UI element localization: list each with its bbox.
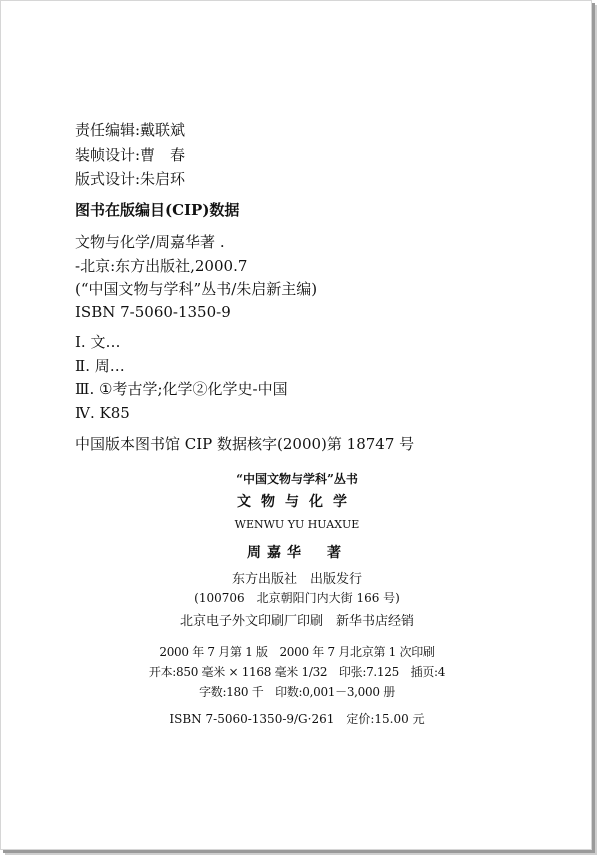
colophon-edition: 2000 年 7 月第 1 版 2000 年 7 月北京第 1 次印刷 — [159, 645, 435, 659]
colophon-publisher: 东方出版社 出版发行 — [231, 572, 362, 587]
colophon-author: 周嘉华 著 — [247, 545, 347, 561]
colophon-counts: 字数:180 千 印数:0,001－3,000 册 — [199, 685, 395, 699]
responsible-editor: 责任编辑:戴联斌 — [75, 121, 186, 139]
colophon-printer: 北京电子外文印刷厂印刷 新华书店经销 — [179, 614, 414, 629]
cip-series-line: (“中国文物与学科”丛书/朱启新主编) — [75, 280, 318, 298]
cip-class-3: Ⅲ. ①考古学;化学②化学史-中国 — [75, 380, 288, 398]
colophon-title: 文物与化学 — [237, 494, 357, 510]
cover-designer: 装帧设计:曹 春 — [75, 146, 186, 164]
colophon-pinyin: WENWU YU HUAXUE — [234, 518, 360, 531]
cip-publisher-line: -北京:东方出版社,2000.7 — [75, 257, 248, 275]
cip-record-number: 中国版本图书馆 CIP 数据核字(2000)第 18747 号 — [75, 435, 415, 453]
cip-class-1: Ⅰ. 文… — [75, 333, 121, 351]
cip-heading: 图书在版编目(CIP)数据 — [75, 201, 240, 219]
colophon-format: 开本:850 毫米 × 1168 毫米 1/32 印张:7.125 插页:4 — [148, 665, 446, 679]
cip-class-4: Ⅳ. K85 — [75, 404, 130, 422]
layout-designer: 版式设计:朱启环 — [75, 170, 186, 188]
cip-isbn-line: ISBN 7-5060-1350-9 — [75, 303, 231, 321]
colophon-series: “中国文物与学科”丛书 — [236, 472, 358, 486]
cip-title-line: 文物与化学/周嘉华著 . — [75, 233, 225, 251]
colophon-address: (100706 北京朝阳门内大街 166 号) — [194, 591, 400, 605]
cip-class-2: Ⅱ. 周… — [75, 357, 125, 375]
colophon-isbn-price: ISBN 7-5060-1350-9/G·261 定价:15.00 元 — [169, 712, 425, 726]
